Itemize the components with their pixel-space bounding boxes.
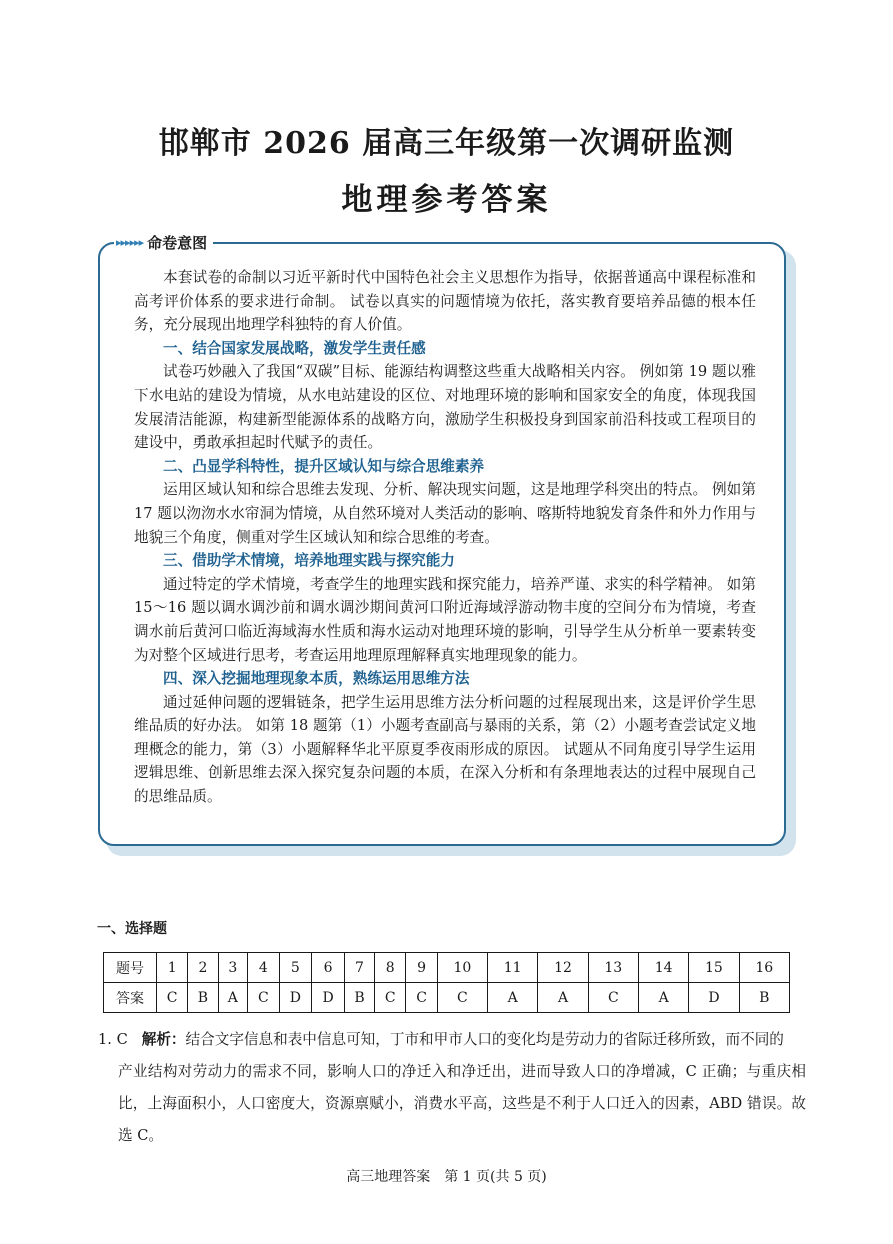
answer-cell: A bbox=[638, 983, 688, 1013]
answer-cell: C bbox=[248, 983, 279, 1013]
answer-cell: A bbox=[488, 983, 538, 1013]
intent-section-heading: 三、借助学术情境，培养地理实践与探究能力 bbox=[163, 552, 455, 570]
explanation-tag: 解析： bbox=[141, 1031, 186, 1048]
question-number-cell: 8 bbox=[375, 953, 406, 983]
intent-paragraph: 通过特定的学术情境，考查学生的地理实践和探究能力，培养严谨、求实的科学精神。 如第 15～16 题以调水调沙前和调水调沙期间黄河口附近海域浮游动物丰度的空间分布为情境，考查调水前后黄河口临近海域海水性质和海水运动对地理环境的影响，引导学生从分析单一要素转变为对整个区域进行思考，考查运用地理原理解释真实地理现象的能力。 bbox=[134, 575, 756, 664]
intent-section-heading: 二、凸显学科特性，提升区域认知与综合思维素养 bbox=[163, 457, 485, 475]
intent-section-heading: 四、深入挖掘地理现象本质，熟练运用思维方法 bbox=[163, 670, 470, 688]
intent-paragraph: 试卷巧妙融入了我国“双碳”目标、能源结构调整这些重大战略相关内容。 例如第 19 题以雅下水电站的建设为情境，从水电站建设的区位、对地理环境的影响和国家安全的角度，体现我国发展清洁能源，构建新型能源体系的战略方向，激励学生积极投身到国家前沿科技或工程项目的建设中，勇敢承担起时代赋予的责任。 bbox=[134, 363, 756, 452]
intent-body bbox=[134, 266, 756, 809]
question-number-cell: 2 bbox=[188, 953, 218, 983]
document-subtitle: 地理参考答案 bbox=[341, 182, 552, 218]
question-number-cell: 9 bbox=[406, 953, 437, 983]
answer-table-header-q: 题号 bbox=[104, 953, 157, 983]
answer-cell: B bbox=[188, 983, 218, 1013]
question-number-cell: 14 bbox=[638, 953, 688, 983]
question-number-cell: 13 bbox=[588, 953, 638, 983]
answer-cell: C bbox=[437, 983, 487, 1013]
question-number-cell: 3 bbox=[218, 953, 248, 983]
question-number-cell: 12 bbox=[538, 953, 588, 983]
answer-cell: C bbox=[375, 983, 406, 1013]
answer-cell: C bbox=[157, 983, 188, 1013]
explanation-q1 bbox=[98, 1024, 806, 1152]
question-number-cell: 7 bbox=[344, 953, 374, 983]
answer-cell: B bbox=[344, 983, 374, 1013]
answer-cell: B bbox=[739, 983, 789, 1013]
answer-cell: D bbox=[312, 983, 345, 1013]
question-number-cell: 15 bbox=[689, 953, 739, 983]
answer-table bbox=[103, 952, 790, 1013]
explanation-text-rest: 产业结构对劳动力的需求不同，影响人口的净迁入和净迁出，进而导致人口的净增减，C 正确；与重庆相比，上海面积小，人口密度大，资源禀赋小，消费水平高，这些是不利于人口迁入的因素，ABD 错误。故选 C。 bbox=[118, 1063, 806, 1144]
answer-cell: A bbox=[538, 983, 588, 1013]
answer-table-row-answers bbox=[104, 983, 790, 1013]
explanation-text-start: 结合文字信息和表中信息可知，丁市和甲市人口的变化均是劳动力的省际迁移所致，而不同的 bbox=[185, 1031, 784, 1048]
question-number-cell: 4 bbox=[248, 953, 279, 983]
explanation-first-line bbox=[98, 1024, 806, 1056]
answer-cell: D bbox=[689, 983, 739, 1013]
answer-cell: C bbox=[406, 983, 437, 1013]
intent-heading-label: 命卷意图 bbox=[147, 233, 208, 252]
question-number-cell: 6 bbox=[312, 953, 345, 983]
intent-paragraph: 通过延伸问题的逻辑链条，把学生运用思维方法分析问题的过程展现出来，这是评价学生思维品质的好办法。 如第 18 题第（1）小题考查副高与暴雨的关系，第（2）小题考查尝试定义地理概念的能力，第（3）小题解释华北平原夏季夜雨形成的原因。 试题从不同角度引导学生运用逻辑思维、创新思维去深入探究复杂问题的本质，在深入分析和有条理地表达的过程中展现自己的思维品质。 bbox=[134, 693, 756, 806]
document-title: 邯郸市 2026 届高三年级第一次调研监测 bbox=[158, 126, 735, 161]
question-number-cell: 11 bbox=[488, 953, 538, 983]
question-number-cell: 16 bbox=[739, 953, 789, 983]
page-footer: 高三地理答案 第 1 页(共 5 页) bbox=[346, 1169, 547, 1185]
question-number-cell: 5 bbox=[279, 953, 312, 983]
intent-paragraph: 运用区域认知和综合思维去发现、分析、解决现实问题，这是地理学科突出的特点。 例如第 17 题以沕沕水水帘洞为情境，从自然环境对人类活动的影响、喀斯特地貌发育条件和外力作用与地貌三个角度，侧重对学生区域认知和综合思维的考查。 bbox=[134, 481, 756, 546]
answer-table-header-a: 答案 bbox=[104, 983, 157, 1013]
question-number-cell: 10 bbox=[437, 953, 487, 983]
arrow-icon: ▸▸▸▸▸▸ bbox=[116, 235, 144, 249]
answer-cell: D bbox=[279, 983, 312, 1013]
section-label-choice: 一、选择题 bbox=[97, 921, 167, 937]
intent-paragraph: 本套试卷的命制以习近平新时代中国特色社会主义思想作为指导，依据普通高中课程标准和高考评价体系的要求进行命制。 试卷以真实的问题情境为依托，落实教育要培养品德的根本任务，充分展现出地理学科独特的育人价值。 bbox=[134, 269, 756, 334]
answer-cell: A bbox=[218, 983, 248, 1013]
question-number: 1. C bbox=[98, 1031, 128, 1048]
answer-cell: C bbox=[588, 983, 638, 1013]
answer-table-row-numbers bbox=[104, 953, 790, 983]
intent-section-heading: 一、结合国家发展战略，激发学生责任感 bbox=[163, 339, 426, 357]
question-number-cell: 1 bbox=[157, 953, 188, 983]
intent-heading bbox=[114, 231, 213, 253]
